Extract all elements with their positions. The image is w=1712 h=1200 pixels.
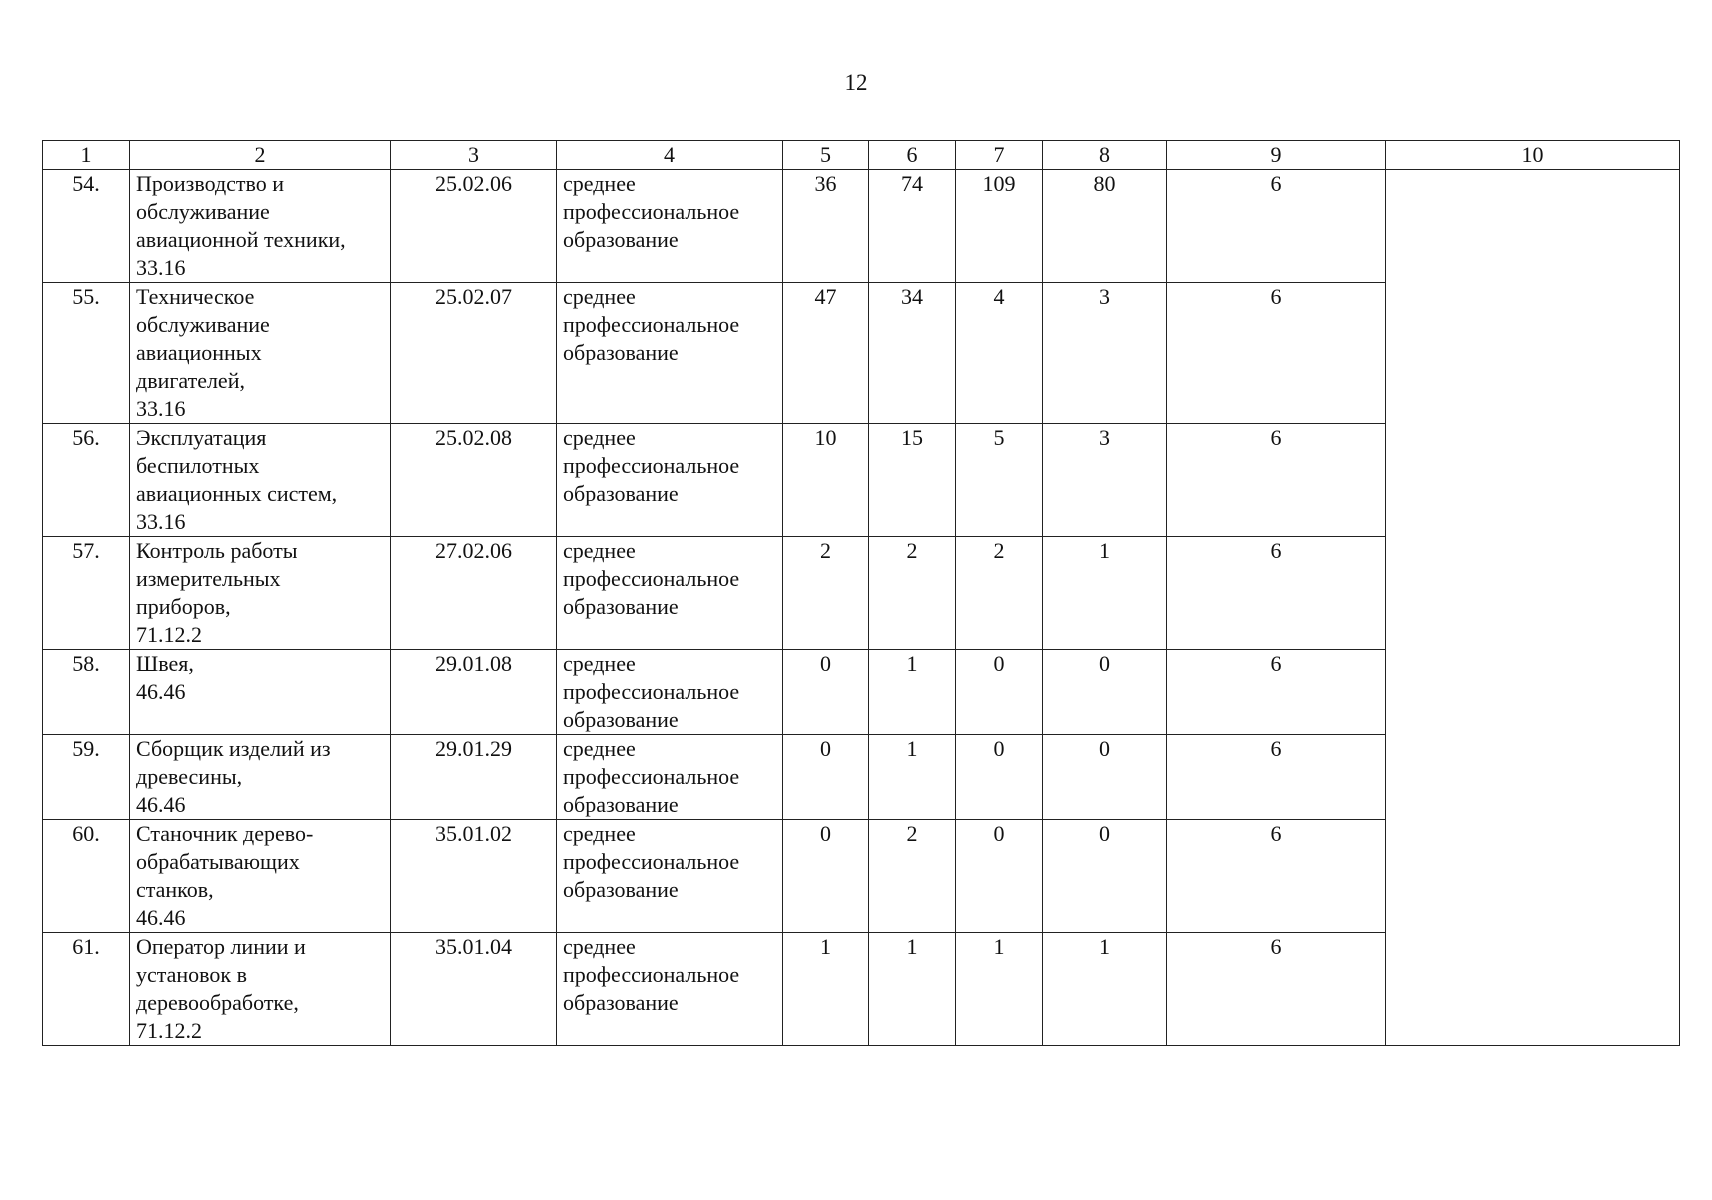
specialty-code: 27.02.06 bbox=[391, 537, 557, 650]
value-col-7: 0 bbox=[956, 735, 1043, 820]
profession-name-line: авиационных систем, bbox=[136, 481, 338, 506]
education-level-cell bbox=[557, 650, 783, 735]
value-col-8: 0 bbox=[1043, 735, 1167, 820]
profession-name-line: двигателей, bbox=[136, 368, 245, 393]
profession-name-line: авиационных bbox=[136, 340, 262, 365]
education-level-line: образование bbox=[563, 481, 679, 506]
profession-name-cell bbox=[130, 170, 391, 283]
profession-name-line: 46.46 bbox=[136, 792, 186, 817]
education-level-line: профессиональное bbox=[563, 679, 740, 704]
education-level-line: образование bbox=[563, 340, 679, 365]
value-col-8: 3 bbox=[1043, 424, 1167, 537]
table-body bbox=[43, 170, 1680, 1046]
profession-name-line: 33.16 bbox=[136, 255, 186, 280]
value-col-8: 1 bbox=[1043, 933, 1167, 1046]
education-level-line: среднее bbox=[563, 821, 636, 846]
row-number: 56. bbox=[43, 424, 130, 537]
education-level-line: среднее bbox=[563, 934, 636, 959]
value-col-9: 6 bbox=[1167, 735, 1386, 820]
value-col-9: 6 bbox=[1167, 820, 1386, 933]
specialty-code: 25.02.06 bbox=[391, 170, 557, 283]
profession-name-cell bbox=[130, 537, 391, 650]
column-header: 3 bbox=[391, 141, 557, 170]
value-col-9: 6 bbox=[1167, 933, 1386, 1046]
education-level-cell bbox=[557, 735, 783, 820]
profession-name-cell bbox=[130, 820, 391, 933]
profession-name-cell bbox=[130, 735, 391, 820]
data-table bbox=[42, 140, 1680, 1046]
value-col-6: 1 bbox=[869, 650, 956, 735]
value-col-5: 0 bbox=[783, 735, 869, 820]
profession-name-line: измерительных bbox=[136, 566, 281, 591]
value-col-9: 6 bbox=[1167, 283, 1386, 424]
specialty-code: 29.01.08 bbox=[391, 650, 557, 735]
education-level-line: образование bbox=[563, 227, 679, 252]
value-col-5: 36 bbox=[783, 170, 869, 283]
profession-name-line: станков, bbox=[136, 877, 214, 902]
value-col-6: 74 bbox=[869, 170, 956, 283]
education-level-line: образование bbox=[563, 707, 679, 732]
value-col-6: 1 bbox=[869, 933, 956, 1046]
profession-name-line: древесины, bbox=[136, 764, 243, 789]
profession-name-line: приборов, bbox=[136, 594, 231, 619]
column-header: 8 bbox=[1043, 141, 1167, 170]
column-header: 4 bbox=[557, 141, 783, 170]
profession-name-line: 46.46 bbox=[136, 679, 186, 704]
page-number: 12 bbox=[844, 70, 868, 95]
value-col-7: 109 bbox=[956, 170, 1043, 283]
value-col-7: 1 bbox=[956, 933, 1043, 1046]
value-col-9: 6 bbox=[1167, 170, 1386, 283]
value-col-7: 5 bbox=[956, 424, 1043, 537]
education-level-line: среднее bbox=[563, 538, 636, 563]
education-level-cell bbox=[557, 933, 783, 1046]
column-header: 6 bbox=[869, 141, 956, 170]
value-col-5: 2 bbox=[783, 537, 869, 650]
profession-name-line: Эксплуатация bbox=[136, 425, 267, 450]
value-col-9: 6 bbox=[1167, 424, 1386, 537]
education-level-line: образование bbox=[563, 990, 679, 1015]
education-level-cell bbox=[557, 283, 783, 424]
education-level-cell bbox=[557, 424, 783, 537]
profession-name-line: установок в bbox=[136, 962, 247, 987]
profession-name-line: обслуживание bbox=[136, 199, 270, 224]
profession-name-line: беспилотных bbox=[136, 453, 260, 478]
education-level-line: профессиональное bbox=[563, 962, 740, 987]
profession-name-line: Производство и bbox=[136, 171, 285, 196]
education-level-line: среднее bbox=[563, 171, 636, 196]
profession-name-line: обрабатывающих bbox=[136, 849, 300, 874]
value-col-5: 1 bbox=[783, 933, 869, 1046]
education-level-cell bbox=[557, 170, 783, 283]
profession-name-line: Швея, bbox=[136, 651, 194, 676]
education-level-line: среднее bbox=[563, 651, 636, 676]
row-number: 57. bbox=[43, 537, 130, 650]
profession-name-line: Сборщик изделий из bbox=[136, 736, 331, 761]
row-number: 59. bbox=[43, 735, 130, 820]
value-col-5: 10 bbox=[783, 424, 869, 537]
education-level-cell bbox=[557, 820, 783, 933]
value-col-8: 1 bbox=[1043, 537, 1167, 650]
value-col-9: 6 bbox=[1167, 537, 1386, 650]
profession-name-line: Оператор линии и bbox=[136, 934, 306, 959]
profession-name-line: обслуживание bbox=[136, 312, 270, 337]
column-header: 1 bbox=[43, 141, 130, 170]
profession-name-line: деревообработке, bbox=[136, 990, 299, 1015]
header-row bbox=[43, 141, 1680, 170]
education-level-line: среднее bbox=[563, 736, 636, 761]
education-level-line: среднее bbox=[563, 284, 636, 309]
profession-name-line: авиационной техники, bbox=[136, 227, 346, 252]
column-header: 7 bbox=[956, 141, 1043, 170]
profession-name-cell bbox=[130, 933, 391, 1046]
value-col-7: 0 bbox=[956, 650, 1043, 735]
education-level-line: образование bbox=[563, 792, 679, 817]
education-level-line: образование bbox=[563, 594, 679, 619]
row-number: 55. bbox=[43, 283, 130, 424]
specialty-code: 35.01.02 bbox=[391, 820, 557, 933]
value-col-7: 4 bbox=[956, 283, 1043, 424]
value-col-7: 0 bbox=[956, 820, 1043, 933]
value-col-6: 15 bbox=[869, 424, 956, 537]
profession-name-line: Контроль работы bbox=[136, 538, 298, 563]
profession-name-line: Станочник дерево- bbox=[136, 821, 314, 846]
education-level-line: среднее bbox=[563, 425, 636, 450]
education-level-cell bbox=[557, 537, 783, 650]
row-number: 61. bbox=[43, 933, 130, 1046]
value-col-6: 34 bbox=[869, 283, 956, 424]
value-col-5: 47 bbox=[783, 283, 869, 424]
education-level-line: профессиональное bbox=[563, 312, 740, 337]
profession-name-line: 33.16 bbox=[136, 509, 186, 534]
profession-name-line: 71.12.2 bbox=[136, 1018, 202, 1043]
value-col-8: 0 bbox=[1043, 820, 1167, 933]
value-col-6: 2 bbox=[869, 537, 956, 650]
profession-name-line: 71.12.2 bbox=[136, 622, 202, 647]
value-col-6: 1 bbox=[869, 735, 956, 820]
value-col-5: 0 bbox=[783, 820, 869, 933]
column-header: 9 bbox=[1167, 141, 1386, 170]
education-level-line: профессиональное bbox=[563, 199, 740, 224]
profession-name-line: 33.16 bbox=[136, 396, 186, 421]
row-number: 60. bbox=[43, 820, 130, 933]
value-col-9: 6 bbox=[1167, 650, 1386, 735]
education-level-line: профессиональное bbox=[563, 566, 740, 591]
profession-name-line: 46.46 bbox=[136, 905, 186, 930]
value-col-6: 2 bbox=[869, 820, 956, 933]
column-header: 5 bbox=[783, 141, 869, 170]
specialty-code: 29.01.29 bbox=[391, 735, 557, 820]
profession-name-line: Техническое bbox=[136, 284, 255, 309]
column-header: 10 bbox=[1386, 141, 1680, 170]
table-row bbox=[43, 170, 1680, 283]
education-level-line: профессиональное bbox=[563, 453, 740, 478]
row-number: 54. bbox=[43, 170, 130, 283]
value-col-5: 0 bbox=[783, 650, 869, 735]
merged-empty-col-10 bbox=[1386, 170, 1680, 1046]
column-header: 2 bbox=[130, 141, 391, 170]
row-number: 58. bbox=[43, 650, 130, 735]
specialty-code: 25.02.07 bbox=[391, 283, 557, 424]
value-col-8: 3 bbox=[1043, 283, 1167, 424]
value-col-7: 2 bbox=[956, 537, 1043, 650]
education-level-line: образование bbox=[563, 877, 679, 902]
value-col-8: 0 bbox=[1043, 650, 1167, 735]
value-col-8: 80 bbox=[1043, 170, 1167, 283]
education-level-line: профессиональное bbox=[563, 849, 740, 874]
specialty-code: 35.01.04 bbox=[391, 933, 557, 1046]
education-level-line: профессиональное bbox=[563, 764, 740, 789]
profession-name-cell bbox=[130, 283, 391, 424]
profession-name-cell bbox=[130, 424, 391, 537]
profession-name-cell bbox=[130, 650, 391, 735]
specialty-code: 25.02.08 bbox=[391, 424, 557, 537]
